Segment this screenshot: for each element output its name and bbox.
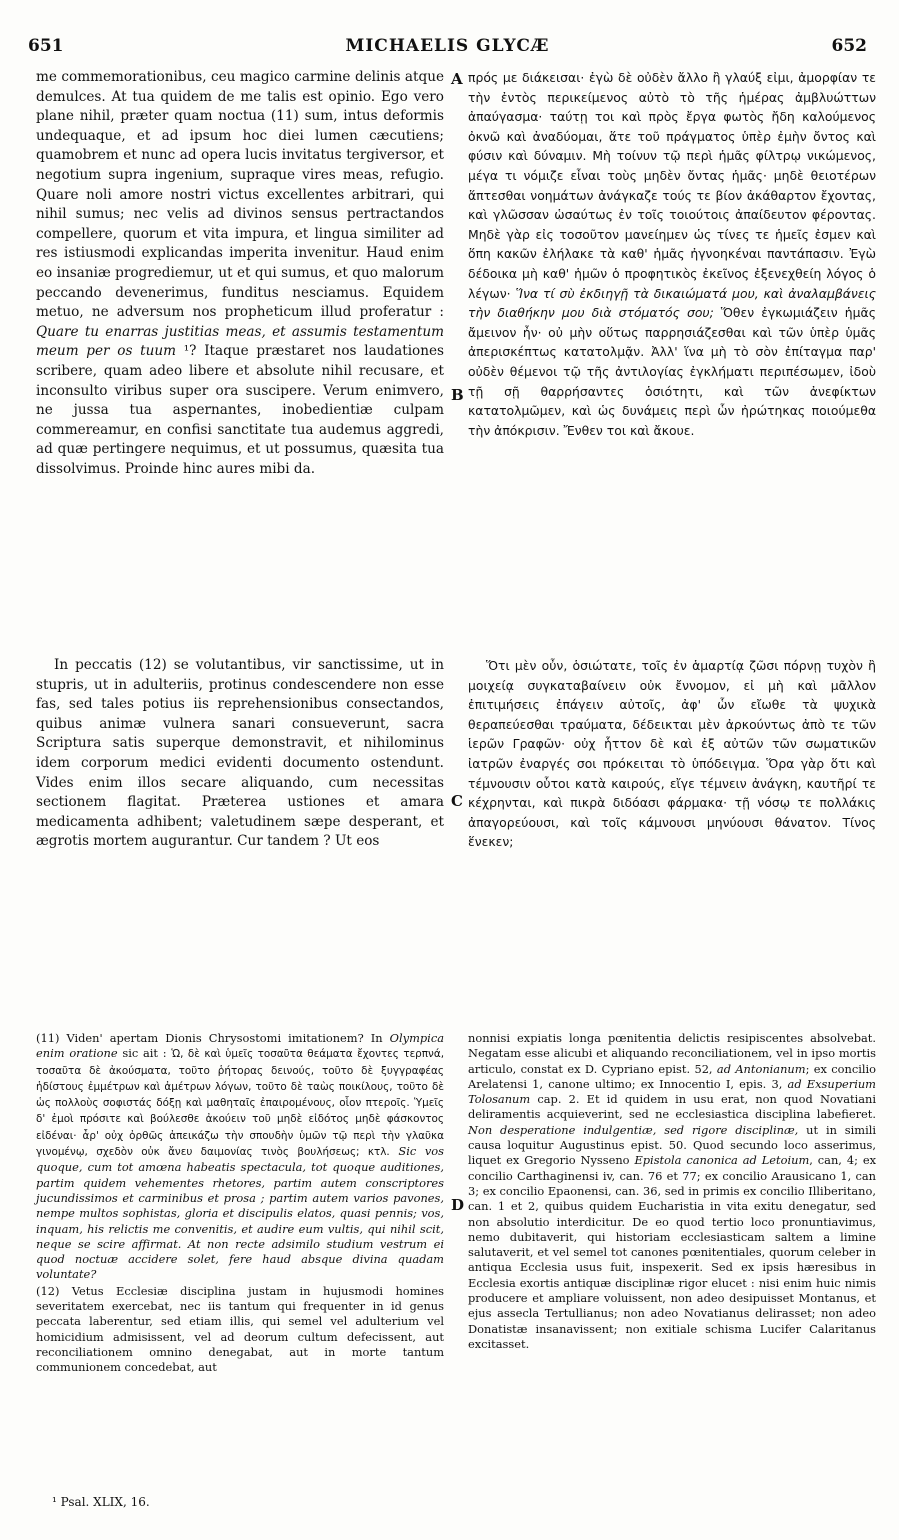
greek-paragraph-2: Ὅτι μὲν οὖν, ὁσιώτατε, τοῖς ἐν ἁμαρτίᾳ ζῶσι πόρνῃ τυχὸν ἢ μοιχείᾳ συγκαταβαίνειν οὐκ ἔννομον, εἰ μὴ καὶ μᾶλλον ἐπιτιμήσεις ἐπάγειν αὐτοῖς, ἀφ' ὧν εἴωθε τὰ ψυχικὰ θεραπεύεσθαι τραύματα, δέδεικται μὲν ἀρκούντως ἀπὸ τε τῶν ἱερῶν Γραφῶν· οὐχ ἧττον δὲ καὶ ἐξ αὐτῶν τῶν σωματικῶν ἰατρῶν ἐναργές σοι πρόκειται τὸ ὑπόδειγμα. Ὅρα γὰρ ὅτι καὶ τέμνουσιν οὗτοι κατὰ καιρούς, εἴγε τέμνειν ἀνάγκη, καυτῆρί τε κέχρηνται, καὶ πικρὰ διδόασι φάρμακα· τῇ νόσῳ τε πολλάκις ἀπαγορεύουσι, καὶ τοῖς κάμνουσι μηνύουσι θάνατον. Τίνος ἕνεκεν;	[468, 658, 876, 850]
latin-column-top	[36, 68, 444, 479]
latin-column-bottom	[36, 656, 444, 852]
note-11-latin: Sic vos quoque, cum tot amœna habeatis spectacula, tot quoque auditiones, partim quidem vehementes rhetores, partim autem conscriptores jucundissimos et carminibus et prosa ; partim autem varios pavones, nempe multos sophistas, gloria et discipulis elatos, quasi pennis; vos, inquam, his relictis me convenitis, et audire eum vultis, qui nihil scit, neque se scire affirmat. At non recte adsimilo studium vestrum ei quod noctuæ accidere solet, fere haud absque divina quadam voluntate?	[36, 1144, 445, 1282]
latin-paragraph-2: In peccatis (12) se volutantibus, vir sanctissime, ut in stupris, ut in adulteriis, protinus condescendere non esse fas, sed tales potius iis reprehensionibus consectandos, quibus animæ vulnera sanari consueverunt, sacra Scriptura satis superque demonstravit, et nihilominus idem corporum medici evidenti documento ostendunt. Vides enim illos secare aliquando, cum necessitas sectionem flagitat. Præterea ustiones et amara medicamenta adhibent; valetudinem sæpe desperant, et ægrotis mortem augurantur. Cur tandem ? Ut eos	[36, 657, 444, 850]
greek-paragraph-1-end: Ὅθεν ἐγκωμιάζειν ἡμᾶς ἄμεινον ἦν· οὐ μὴν οὕτως παρρησιάζεσθαι καὶ τῶν ὑπὲρ ὑμᾶς ἀπερισκέπτως κατατολμᾷν. Ἀλλ' ἵνα μὴ τὸ σὸν ἐπίταγμα παρ' οὐδὲν θέμενοι τῷ τῆς ἀντιλογίας ἐγκλήματι περιπέσωμεν, ἰδοὺ τῇ σῇ θαρρήσαντες ὁσιότητι, καὶ τῶν ἀνεφίκτων κατατολμῶμεν, καὶ ὡς δυνάμεις περὶ ὧν ἠρώτηκας ποιούμεθα τὴν ἀπόκρισιν. Ἔνθεν τοι καὶ ἄκουε.	[468, 305, 876, 438]
latin-paragraph-1-end: ¹? Itaque præstaret nos laudationes scribere, quam adeo libere et absolute nihil recusare, et inconsulto viribus super ora suscipere. Verum enimvero, ne jussa tua aspernantes, inobedientiæ culpam commereamur, en confisi sanctitate tua audemus aggredi, ad quæ pertingere nequimus, et ut possumus, quæsita tua dissolvimus. Proinde hinc aures mibi da.	[36, 343, 445, 477]
page-header	[28, 36, 867, 58]
page-number-right: 652	[831, 36, 867, 56]
note-11: (11) Viden' apertam Dionis Chrysostomi imitationem? In Olympica enim oratione sic ait : Ὡ, δὲ καὶ ὑμεῖς τοσαῦτα θεάματα ἔχοντες τερπνά, τοσαῦτα δὲ ἀκούσματα, τοῦτο ῥήτορας δεινούς, τοῦτο δὲ ξυγγραφέας ἡδίστους ἐμμέτρων καὶ ἀμέτρων λόγων, τοῦτο δὲ ταὼς ποικίλους, τοῦτο δὲ ὡς πολλοὺς σοφιστάς δόξῃ καὶ μαθηταῖς ἐπαιρομένους, οἷον πτεροῖς. Ὑμεῖς δ' ἐμοὶ πρόσιτε καὶ βούλεσθε ἀκούειν τοῦ μηδὲ εἰδότος μηδὲ φάσκοντος εἰδέναι· ἆρ' οὐχ ὀρθῶς ἀπεικάζω τὴν σπουδὴν ὑμῶν τῷ περὶ τὴν γλαῦκα γινομένῳ, σχεδὸν οὐκ ἄνευ δαιμονίας τινὸς βουλήσεως; κτλ. Sic vos quoque, cum tot amœna habeatis spectacula, tot quoque auditiones, partim quidem vehementes rhetores, partim autem conscriptores jucundissimos et carminibus et prosa ; partim autem varios pavones, nempe multos sophistas, gloria et discipulis elatos, quasi pennis; vos, inquam, his relictis me convenitis, et audire eum vultis, qui nihil scit, neque se scire affirmat. At non recte adsimilo studium vestrum ei quod noctuæ accidere solet, fere haud absque divina quadam voluntate?	[36, 1031, 445, 1282]
note-11-work: Olympica	[389, 1031, 444, 1045]
notes-right-column	[468, 1031, 876, 1352]
footnote: ¹ Psal. XLIX, 16.	[52, 1495, 150, 1509]
greek-scripture-quote: Ἵνα τί σὺ ἐκδιηγῇ τὰ δικαιώματά μου, καὶ ἀναλαμβάνεις τὴν διαθήκην μου διὰ στόματός σου;	[468, 285, 876, 321]
section-marker-a: A	[451, 70, 463, 88]
section-marker-b: B	[451, 386, 464, 404]
note-12-continued: nonnisi expiatis longa pœnitentia delictis resipiscentes absolvebat. Negatam esse alicubi et aliquando reconciliationem, vel in ipso mortis articulo, constat ex D. Cypriano epist. 52, ad Antonianum; ex concilio Arelatensi 1, canone ultimo; ex Innocentio I, epis. 3, ad Exsuperium Tolosanum cap. 2. Et id quidem in usu erat, non quod Novatiani deliramentis acquieverint, sed ne ecclesiastica disciplina labefieret. Non desperatione indulgentiæ, sed rigore disciplinæ, ut in simili causa loquitur Augustinus epist. 50. Quod secundo loco asserimus, liquet ex Gregorio Nysseno Epistola canonica ad Letoium, can, 4; ex concilio Carthaginensi iv, can. 76 et 77; ex concilio Arausicano 1, can 3; ex concilio Epaonensi, can. 36, sed in primis ex concilio Illiberitano, can. 1 et 2, quibus quidem Eucharistia in vita exitu denegatur, sed non absolutio interdicitur. De eo quod tertio loco pronuntiavimus, nemo dubitaverit, qui historiam ecclesiasticam saltem a limine salutaverit, et vel semel tot canones pœnitentiales, quorum celeber in antiqua Ecclesia usus fuit, inspexerit. Sed ex ipsis hæresibus in Ecclesia exortis antiquæ disciplinæ rigor elucet : nisi enim huic nimis producere et ampliare voluissent, non adeo desipuisset Montanus, et ejus assecla Tertullianus; non adeo Novatianus delirasset; non adeo Donatistæ insanavissent; non exitiale schisma Lucifer Calaritanus excitasset.	[468, 1031, 877, 1351]
greek-paragraph-1: πρός με διάκεισαι· ἐγὼ δὲ οὐδὲν ἄλλο ἢ γλαύξ εἰμι, ἀμορφίαν τε τὴν ἐντὸς περικείμενος αὐτὸ τὸ τῆς ἡμέρας ἀμβλυώττων ἀπαύγασμα· ταύτῃ τοι καὶ πρὸς ἔργα φωτὸς ἤδη καλούμενος ὀκνῶ καὶ ἀναδύομαι, ἅτε τοῦ πράγματος ὑπὲρ ἐμὴν ὄντος καὶ φύσιν καὶ δύναμιν. Μὴ τοίνυν τῷ περὶ ἡμᾶς φίλτρῳ νικώμενος, μέγα τι νόμιζε εἶναι τοὺς μηδὲν ὄντας ἡμᾶς· μηδὲ θειοτέρων ἅπτεσθαι νοημάτων ἀνάγκαζε τούς τε βίον ἀκάθαρτον ἔχοντας, καὶ γλῶσσαν ὡσαύτως ἐν τοῖς τοιούτοις ἀπαίδευτον φέροντας. Μηδὲ γὰρ εἰς τοσοῦτον μανείημεν ὡς τίνες τε ἡμεῖς ἐσμεν καὶ ὅπη κακῶν ἐλήλακε τὰ καθ' ἡμᾶς ἠγνοηκέναι παντάπασιν. Ἐγὼ δέδοικα μὴ καθ' ἡμῶν ὁ προφητικὸς ἐκεῖνος ἐξενεχθείη λόγος ὁ λέγων·	[468, 70, 876, 301]
latin-paragraph-1: me commemorationibus, ceu magico carmine delinis atque demulces. At tua quidem de me talis est opinio. Ego vero plane nihil, præter quam noctua (11) sum, intus deformis undequaque, et ad ipsum hoc diei lumen cæcutiens; quamobrem et nunc ad opera lucis invitatus tergiversor, et negotium supra ingenium, supraque vires meas, refugio. Quare noli amore nostri victus excellentes arbitrari, qui nihil sumus; nec velis ad divinos sensus pertractandos compellere, quorum et vita impura, et lingua similiter ad res istiusmodi explicandas imperita invenitur. Haud enim eo insaniæ progrediemur, ut et qui sumus, et quo malorum peccando devenerimus, funditus nesciamus. Equidem metuo, ne adversum nos propheticum illud proferatur :	[36, 69, 444, 321]
greek-column-top	[468, 68, 876, 440]
page-number-left: 651	[28, 36, 64, 56]
note-11-greek: Ὡ, δὲ καὶ ὑμεῖς τοσαῦτα θεάματα ἔχοντες τερπνά, τοσαῦτα δὲ ἀκούσματα, τοῦτο ῥήτορας δεινούς, τοῦτο δὲ ξυγγραφέας ἡδίστους ἐμμέτρων καὶ ἀμέτρων λόγων, τοῦτο δὲ ταὼς ποικίλους, τοῦτο δὲ ὡς πολλοὺς σοφιστάς δόξῃ καὶ μαθηταῖς ἐπαιρομένους, οἷον πτεροῖς. Ὑμεῖς δ' ἐμοὶ πρόσιτε καὶ βούλεσθε ἀκούειν τοῦ μηδὲ εἰδότος μηδὲ φάσκοντος εἰδέναι· ἆρ' οὐχ ὀρθῶς ἀπεικάζω τὴν σπουδὴν ὑμῶν τῷ περὶ τὴν γλαῦκα γινομένῳ, σχεδὸν οὐκ ἄνευ δαιμονίας τινὸς βουλήσεως; κτλ.	[36, 1048, 444, 1159]
section-marker-c: C	[451, 792, 463, 810]
greek-column-bottom	[468, 656, 876, 852]
notes-left-column	[36, 1031, 444, 1376]
running-title: MICHAELIS GLYCÆ	[345, 36, 550, 56]
note-12: (12) Vetus Ecclesiæ disciplina justam in hujusmodi homines severitatem exercebat, nec iis tantum qui frequenter in id genus peccata laberentur, sed etiam illis, qui semel vel adulterium vel homicidium admisissent, vel ad deorum cultum defecissent, aut reconciliationem omnino denegabat, aut in morte tantum communionem concedebat, aut	[36, 1283, 444, 1375]
section-marker-d: D	[451, 1196, 465, 1214]
latin-scripture-quote: Quare tu enarras justitias meas, et assumis testamentum meum per os tuum	[36, 323, 444, 360]
